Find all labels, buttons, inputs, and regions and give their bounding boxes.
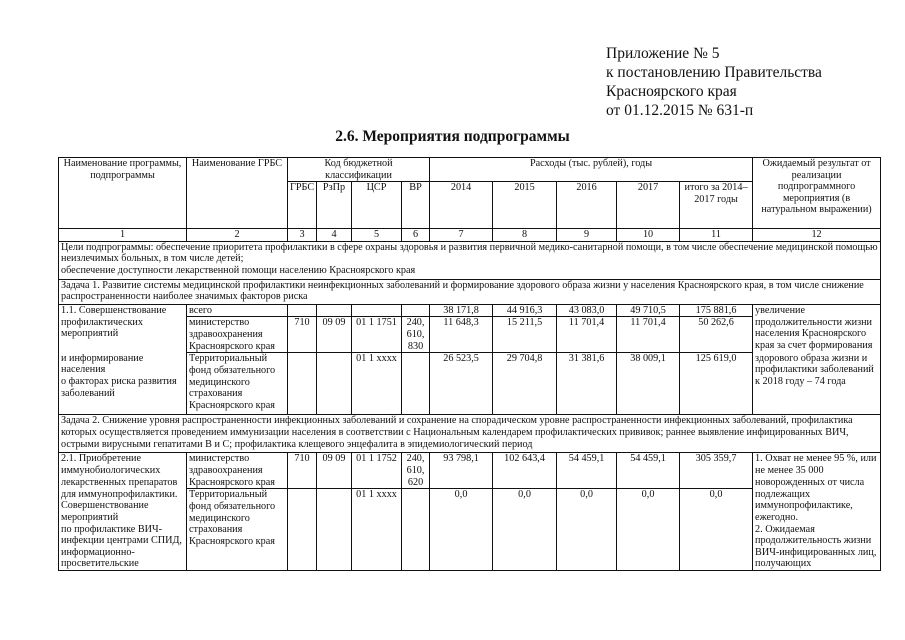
measure-name-line: по профилактике ВИЧ-инфекции центрами СПИД, информационно-просветительские	[61, 523, 182, 570]
grbs-cell	[288, 304, 317, 317]
header-line-region: Красноярского края	[606, 83, 737, 100]
col-header-grbs-name: Наименование ГРБС	[187, 158, 288, 229]
value-2016: 31 381,6	[557, 353, 617, 415]
task-1: Задача 1. Развитие системы медицинской профилактики неинфекционных заболеваний и формирование здорового образа жизни у населения Красноярского края, в том числе снижение распространенности наиболее значимых факторов риска	[59, 279, 881, 304]
header-line-appendix: Приложение № 5	[606, 45, 720, 62]
col-header-expenses: Расходы (тыс. рублей), годы	[430, 158, 753, 182]
col-header-name: Наименование программы, подпрограммы	[59, 158, 187, 229]
value-2016: 0,0	[557, 489, 617, 571]
expected-result: продолжительности жизни населения Красноярского края за счет формирования	[753, 317, 881, 353]
measure-name: 1.1. Совершенствование	[59, 304, 187, 317]
value-2014: 11 648,3	[430, 317, 493, 353]
expected-result-line: подлежащих иммунопрофилактике, ежегодно.	[755, 488, 853, 524]
col-header-total: итого за 2014–2017 годы	[680, 182, 753, 229]
value-2015: 102 643,4	[493, 453, 557, 489]
header-line-date: от 01.12.2015 № 631-п	[606, 102, 754, 119]
expected-result: увеличение	[753, 304, 881, 317]
table-row	[59, 489, 881, 571]
org-name: Территориальный фонд обязательного медицинского страхования Красноярского края	[187, 353, 288, 415]
value-2015: 29 704,8	[493, 353, 557, 415]
table-row	[59, 453, 881, 489]
col-header-2014: 2014	[430, 182, 493, 229]
value-2017: 11 701,4	[617, 317, 680, 353]
rzpr-cell: 09 09	[317, 317, 352, 353]
col-number: 11	[680, 229, 753, 242]
value-2015: 44 916,3	[493, 304, 557, 317]
measures-table	[58, 157, 881, 571]
col-header-result: Ожидаемый результат от реализации подпрограммного мероприятия (в натуральном выражении)	[753, 158, 881, 229]
csr-cell: 01 1 1751	[352, 317, 402, 353]
task-row	[59, 415, 881, 453]
value-total: 175 881,6	[680, 304, 753, 317]
expected-result	[753, 489, 881, 571]
header-line-resolution: к постановлению Правительства	[606, 64, 822, 81]
measure-name-line: для иммунопрофилактики. Совершенствование мероприятий	[61, 488, 178, 524]
grbs-cell	[288, 353, 317, 415]
value-total: 50 262,6	[680, 317, 753, 353]
measure-name-line: и информирование	[61, 352, 144, 364]
org-name: министерство здравоохранения Красноярского края	[187, 317, 288, 353]
col-header-vr: ВР	[402, 182, 430, 229]
goals-text: Цели подпрограммы: обеспечение приоритета профилактики в сфере охраны здоровья и развития первичной медико-санитарной помощи, в том числе обеспечение медицинской помощью неизлечимых больных, в том числе детей;	[61, 241, 878, 265]
col-header-rzpr: РзПр	[317, 182, 352, 229]
org-name: всего	[187, 304, 288, 317]
task-2: Задача 2. Снижение уровня распространенности инфекционных заболеваний и сохранение на спорадическом уровне распространенности инфекционных заболеваний, профилактика которых осуществляется проведением иммунизации населения в соответствии с Национальным календарем профилактических прививок; раннее выявление инфицированных ВИЧ, острыми вирусными гепатитами В и С; профилактика клещевого энцефалита в эпидемиологический период	[59, 415, 881, 453]
csr-cell: 01 1 1752	[352, 453, 402, 489]
col-number: 7	[430, 229, 493, 242]
col-number: 3	[288, 229, 317, 242]
expected-result-line: 2. Ожидаемая продолжительность жизни ВИЧ-инфицированных лиц, получающих	[755, 523, 877, 570]
vr-cell	[402, 489, 430, 571]
value-2017: 54 459,1	[617, 453, 680, 489]
value-2014: 0,0	[430, 489, 493, 571]
value-2014: 93 798,1	[430, 453, 493, 489]
grbs-cell	[288, 489, 317, 571]
value-2017: 49 710,5	[617, 304, 680, 317]
task-row	[59, 279, 881, 304]
col-number: 10	[617, 229, 680, 242]
goals-text-2: обеспечение доступности лекарственной помощи населению Красноярского края	[61, 264, 416, 276]
vr-cell	[402, 304, 430, 317]
column-numbers-row	[59, 229, 881, 242]
value-2014: 38 171,8	[430, 304, 493, 317]
col-number: 5	[352, 229, 402, 242]
rzpr-cell: 09 09	[317, 453, 352, 489]
value-2017: 0,0	[617, 489, 680, 571]
rzpr-cell	[317, 489, 352, 571]
col-number: 4	[317, 229, 352, 242]
csr-cell: 01 1 хххх	[352, 353, 402, 415]
expected-result: здорового образа жизни и профилактики заболеваний к 2018 году – 74 года	[753, 353, 881, 415]
value-2016: 54 459,1	[557, 453, 617, 489]
document-header	[606, 44, 822, 120]
table-row	[59, 304, 881, 317]
measure-name	[59, 489, 187, 571]
measure-name: профилактических мероприятий	[59, 317, 187, 353]
measure-name	[59, 353, 187, 415]
grbs-cell: 710	[288, 453, 317, 489]
section-title: 2.6. Мероприятия подпрограммы	[335, 128, 570, 145]
col-header-2015: 2015	[493, 182, 557, 229]
rzpr-cell	[317, 353, 352, 415]
vr-cell	[402, 353, 430, 415]
value-2015: 15 211,5	[493, 317, 557, 353]
csr-cell	[352, 304, 402, 317]
col-number: 6	[402, 229, 430, 242]
org-name: Территориальный фонд обязательного медицинского страхования Красноярского края	[187, 489, 288, 571]
col-header-2016: 2016	[557, 182, 617, 229]
goals-row	[59, 241, 881, 279]
col-number: 1	[59, 229, 187, 242]
col-header-grbs: ГРБС	[288, 182, 317, 229]
vr-cell: 240, 610, 830	[402, 317, 430, 353]
col-number: 9	[557, 229, 617, 242]
expected-result: 1. Охват не менее 95 %, или не менее 35 000 новорожденных от числа	[753, 453, 881, 489]
subprogram-goals	[59, 241, 881, 279]
value-2016: 11 701,4	[557, 317, 617, 353]
col-header-csr: ЦСР	[352, 182, 402, 229]
value-total: 0,0	[680, 489, 753, 571]
table-row	[59, 353, 881, 415]
col-header-2017: 2017	[617, 182, 680, 229]
value-2016: 43 083,0	[557, 304, 617, 317]
value-2015: 0,0	[493, 489, 557, 571]
csr-cell: 01 1 хххх	[352, 489, 402, 571]
measure-name-line: о факторах риска развития заболеваний	[61, 376, 177, 399]
col-number: 8	[493, 229, 557, 242]
col-number: 2	[187, 229, 288, 242]
col-header-budget-code: Код бюджетной классификации	[288, 158, 430, 182]
value-2017: 38 009,1	[617, 353, 680, 415]
value-total: 305 359,7	[680, 453, 753, 489]
vr-cell: 240, 610, 620	[402, 453, 430, 489]
measure-name: 2.1. Приобретение иммунобиологических лекарственных препаратов	[59, 453, 187, 489]
col-number: 12	[753, 229, 881, 242]
value-2014: 26 523,5	[430, 353, 493, 415]
table-header-row	[59, 158, 881, 182]
table-row	[59, 317, 881, 353]
rzpr-cell	[317, 304, 352, 317]
value-total: 125 619,0	[680, 353, 753, 415]
org-name: министерство здравоохранения Красноярского края	[187, 453, 288, 489]
grbs-cell: 710	[288, 317, 317, 353]
measure-name-line: населения	[61, 364, 106, 376]
